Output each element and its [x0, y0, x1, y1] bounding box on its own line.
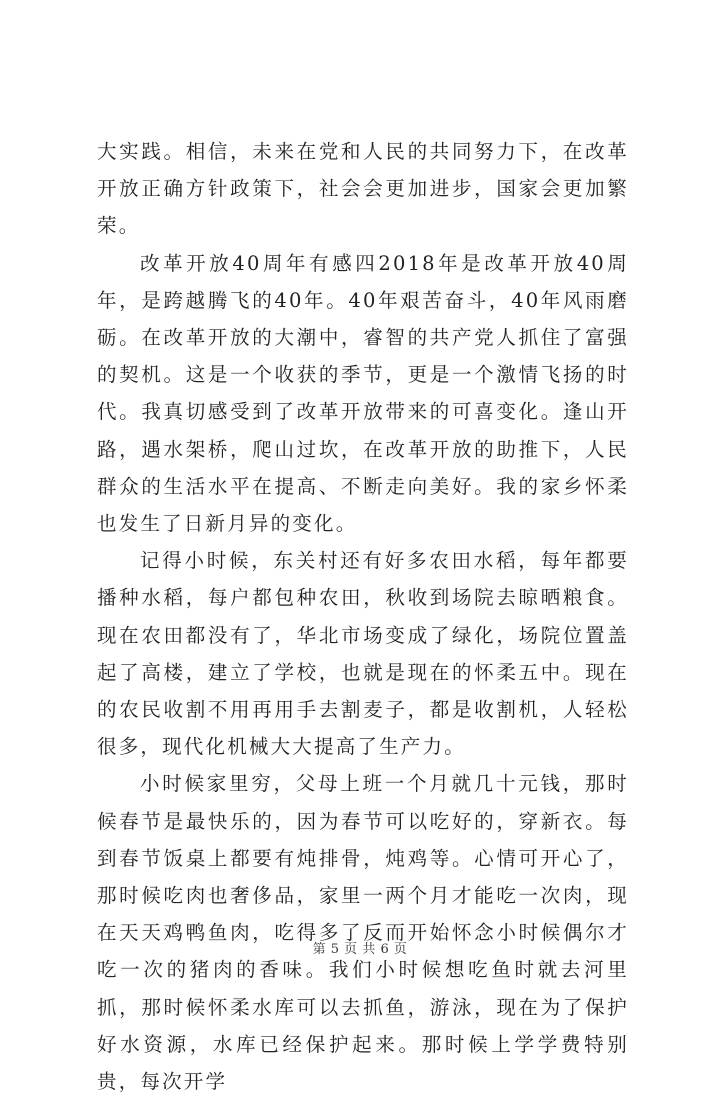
page-number-footer: 第 5 页 共 6 页 — [312, 942, 408, 957]
paragraph: 大实践。相信，未来在党和人民的共同努力下，在改革开放正确方针政策下，社会会更加进步，国家会更加繁荣。 — [97, 140, 629, 238]
paragraph: 小时候家里穷，父母上班一个月就几十元钱，那时候春节是最快乐的，因为春节可以吃好的，穿新衣。每到春节饭桌上都要有炖排骨，炖鸡等。心情可开心了，那时候吃肉也奢侈品，家里一两个月才能吃一次肉，现在天天鸡鸭鱼肉，吃得多了反而开始怀念小时候偶尔才吃一次的猪肉的香味。我们小时候想吃鱼时就去河里抓，那时候怀柔水库可以去抓鱼，游泳，现在为了保护好水资源，水库已经保护起来。那时候上学学费特别贵，每次开学 — [97, 772, 629, 1094]
paragraph: 改革开放40周年有感四2018年是改革开放40周年，是跨越腾飞的40年。40年艰苦奋斗，40年风雨磨砺。在改革开放的大潮中，睿智的共产党人抓住了富强的契机。这是一个收获的季节，更是一个激情飞扬的时代。我真切感受到了改革开放带来的可喜变化。逢山开路，遇水架桥，爬山过坎，在改革开放的助推下，人民群众的生活水平在提高、不断走向美好。我的家乡怀柔也发生了日新月异的变化。 — [97, 251, 629, 536]
paragraph: 记得小时候，东关村还有好多农田水稻，每年都要播种水稻，每户都包种农田，秋收到场院去晾晒粮食。现在农田都没有了，华北市场变成了绿化，场院位置盖起了高楼，建立了学校，也就是现在的怀柔五中。现在的农民收割不用再用手去割麦子，都是收割机，人轻松很多，现代化机械大大提高了生产力。 — [97, 549, 629, 759]
